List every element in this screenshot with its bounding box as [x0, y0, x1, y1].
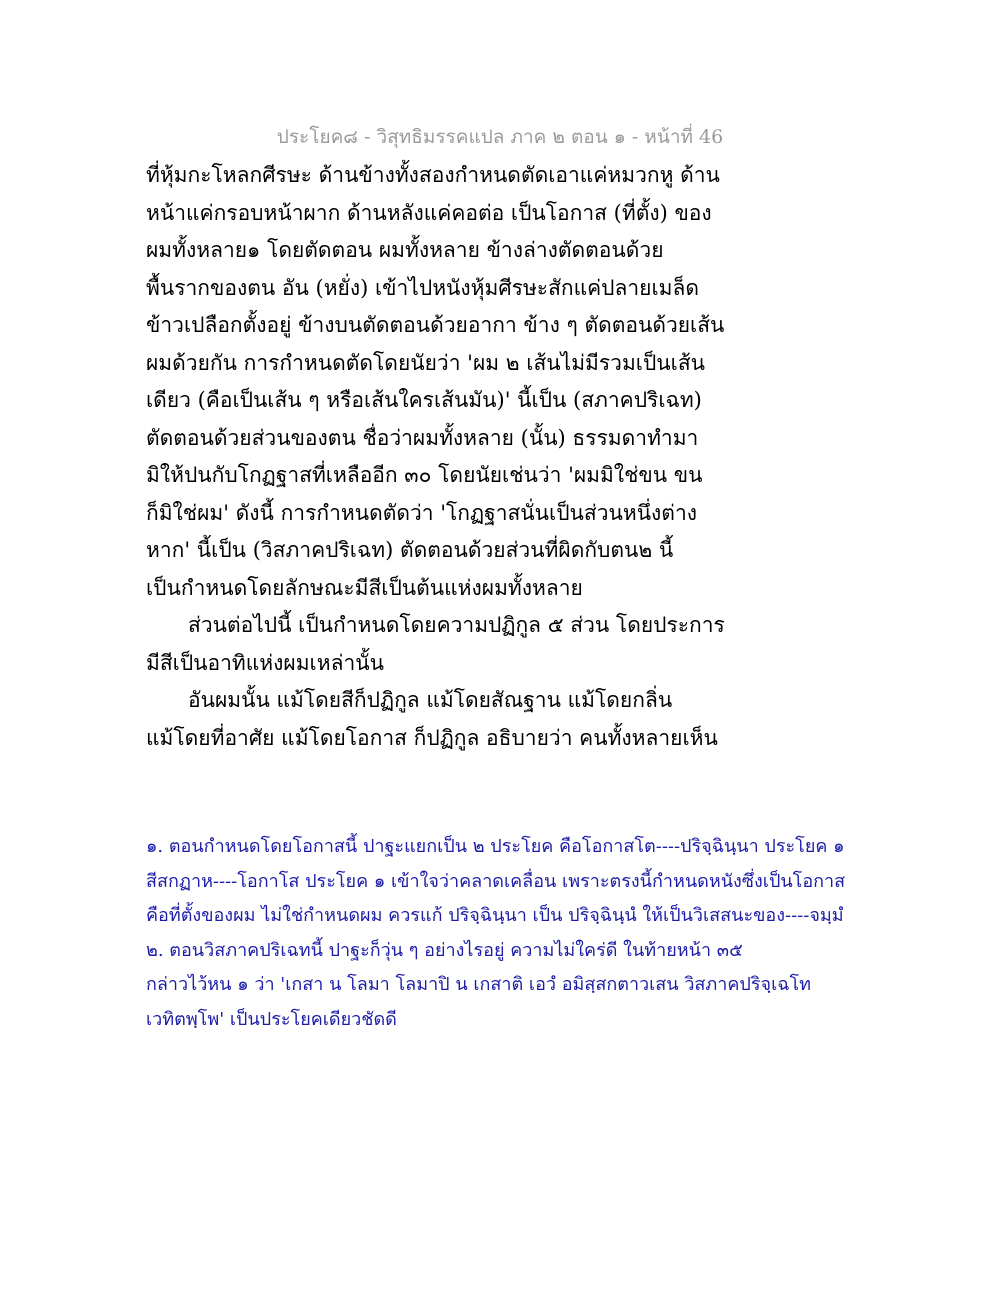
- footnote-line: คือที่ตั้งของผม ไม่ใช่กำหนดผม ควรแก้ ปริจฺฉินฺนา เป็น ปริจฺฉินฺนํ ให้เป็นวิเสสนะของ----จมฺมํ: [146, 905, 844, 926]
- body-line: ที่หุ้มกะโหลกศีรษะ ด้านข้างทั้งสองกำหนดตัดเอาแค่หมวกหู ด้าน: [146, 163, 720, 187]
- body-line: ก็มิใช่ผม' ดังนี้ การกำหนดตัดว่า 'โกฏฐาสนั่นเป็นส่วนหนึ่งต่าง: [146, 500, 697, 525]
- footnotes: [146, 830, 866, 1037]
- footnote-line: กล่าวไว้หน ๑ ว่า 'เกสา น โลมา โลมาปิ น เกสาติ เอวํ อมิสฺสกตาวเสน วิสภาคปริจฺเฉโท: [146, 974, 812, 995]
- body-line: หน้าแค่กรอบหน้าผาก ด้านหลังแค่คอต่อ เป็นโอกาส (ที่ตั้ง) ของ: [146, 200, 712, 225]
- body-line: ผมทั้งหลาย๑ โดยตัดตอน ผมทั้งหลาย ข้างล่างตัดตอนด้วย: [146, 238, 664, 262]
- footnote-line: ๑. ตอนกำหนดโดยโอกาสนี้ ปาฐะแยกเป็น ๒ ประโยค คือโอกาสโต----ปริจฺฉินฺนา ประโยค ๑: [146, 836, 845, 857]
- body-text: [146, 157, 866, 757]
- body-line: พื้นรากของตน อัน (หยั่ง) เข้าไปหนังหุ้มศีรษะสักแค่ปลายเมล็ด: [146, 275, 700, 300]
- footnote-line: ๒. ตอนวิสภาคปริเฉทนี้ ปาฐะก็วุ่น ๆ อย่างไรอยู่ ความไม่ใคร่ดี ในท้ายหน้า ๓๕: [146, 939, 743, 961]
- footnote-line: เวทิตพฺโพ' เป็นประโยคเดียวชัดดี: [146, 1008, 397, 1030]
- body-line-indented: ส่วนต่อไปนี้ เป็นกำหนดโดยความปฏิกูล ๕ ส่วน โดยประการ: [188, 613, 725, 637]
- body-line: หาก' นี้เป็น (วิสภาคปริเฉท) ตัดตอนด้วยส่วนที่ผิดกับตน๒ นี้: [146, 538, 674, 562]
- body-line: มิให้ปนกับโกฏฐาสที่เหลืออีก ๓๐ โดยนัยเช่นว่า 'ผมมิใช่ขน ขน: [146, 463, 703, 487]
- footnote-line: สีสกฏาห----โอกาโส ประโยค ๑ เข้าใจว่าคลาดเคลื่อน เพราะตรงนี้กำหนดหนังซึ่งเป็นโอกาส: [146, 870, 846, 892]
- body-line: แม้โดยที่อาศัย แม้โดยโอกาส ก็ปฏิกูล อธิบายว่า คนทั้งหลายเห็น: [146, 725, 718, 750]
- body-line: เป็นกำหนดโดยลักษณะมีสีเป็นต้นแห่งผมทั้งหลาย: [146, 575, 583, 600]
- page-header: ประโยค๘ - วิสุทธิมรรคแปล ภาค ๒ ตอน ๑ - หน้าที่ 46: [276, 126, 724, 148]
- body-line: เดียว (คือเป็นเส้น ๆ หรือเส้นใครเส้นมัน)' นี้เป็น (สภาคปริเฉท): [146, 388, 702, 412]
- body-line: ผมด้วยกัน การกำหนดตัดโดยนัยว่า 'ผม ๒ เส้นไม่มีรวมเป็นเส้น: [146, 350, 706, 375]
- body-line: ข้าวเปลือกตั้งอยู่ ข้างบนตัดตอนด้วยอากา ข้าง ๆ ตัดตอนด้วยเส้น: [146, 313, 725, 337]
- body-line: มีสีเป็นอาทิแห่งผมเหล่านั้น: [146, 650, 384, 675]
- body-line-indented: อันผมนั้น แม้โดยสีก็ปฏิกูล แม้โดยสัณฐาน แม้โดยกลิ่น: [188, 688, 673, 712]
- body-line: ตัดตอนด้วยส่วนของตน ชื่อว่าผมทั้งหลาย (นั้น) ธรรมดาทำมา: [146, 425, 699, 450]
